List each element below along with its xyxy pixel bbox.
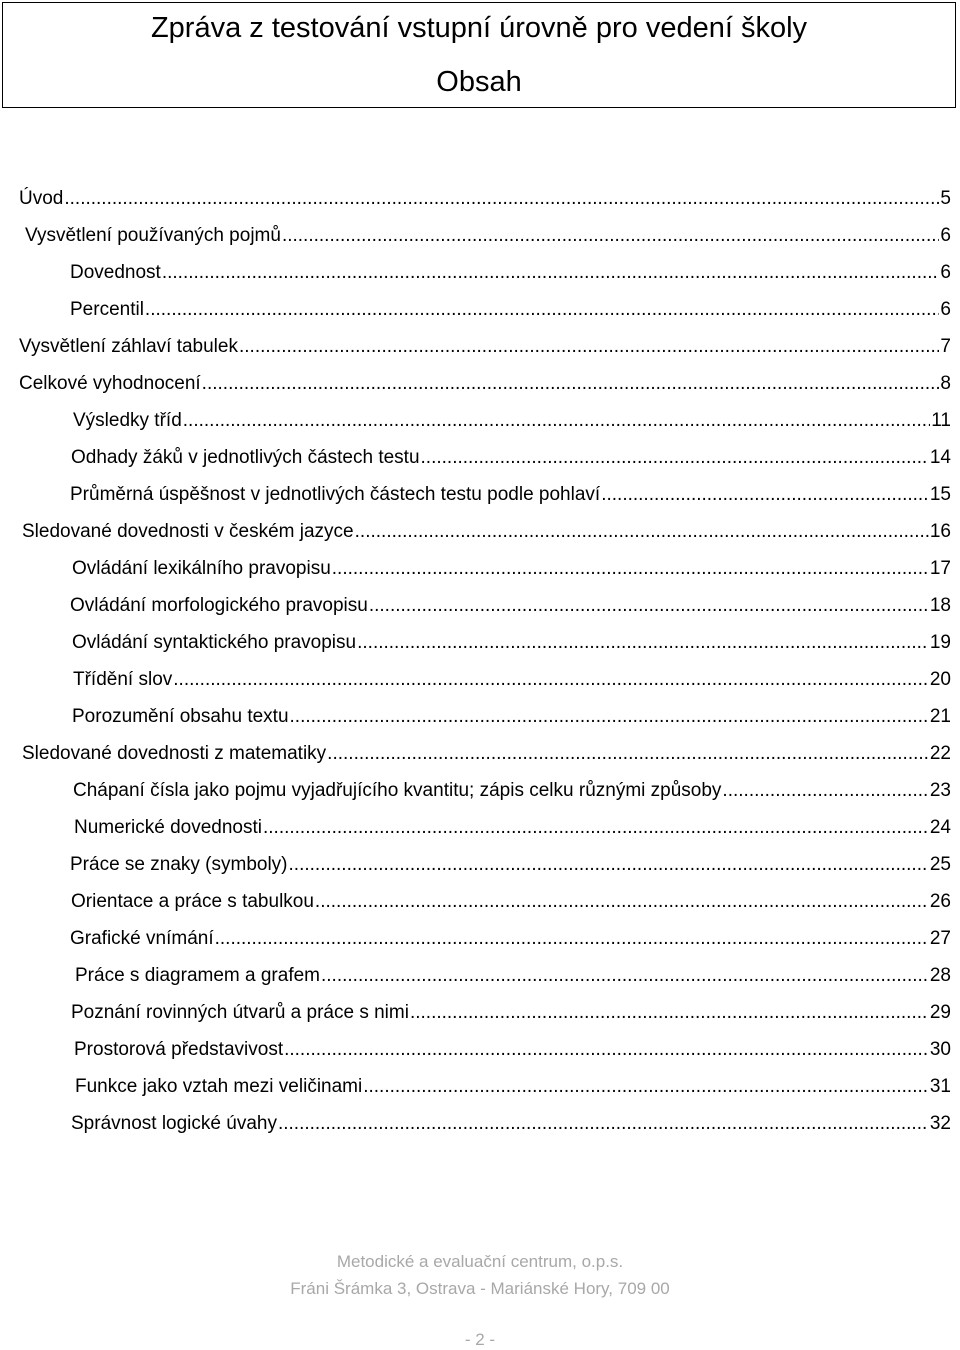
toc-entry-page: 6 <box>940 262 951 283</box>
toc-entry-label: Orientace a práce s tabulkou <box>71 891 314 912</box>
toc-leader-dots <box>321 960 929 992</box>
toc-entry-label: Poznání rovinných útvarů a práce s nimi <box>71 1002 409 1023</box>
toc-entry-label: Percentil <box>70 299 144 320</box>
toc-leader-dots <box>327 738 929 770</box>
toc-entry-label: Průměrná úspěšnost v jednotlivých částech testu podle pohlaví <box>70 484 601 505</box>
toc-heading: Obsah <box>436 66 522 98</box>
toc-entry[interactable] <box>0 294 960 326</box>
toc-leader-dots <box>369 590 929 622</box>
toc-entry-label: Ovládání syntaktického pravopisu <box>72 632 357 653</box>
toc-entry[interactable] <box>0 553 960 585</box>
toc-entry-label: Prostorová představivost <box>74 1039 284 1060</box>
toc-entry[interactable] <box>0 479 960 511</box>
toc-entry-page: 22 <box>929 743 951 764</box>
toc-entry-page: 25 <box>929 854 951 875</box>
toc-entry[interactable] <box>0 738 960 770</box>
toc-leader-dots <box>263 812 929 844</box>
toc-entry-label: Práce s diagramem a grafem <box>75 965 320 986</box>
toc-leader-dots <box>722 775 928 807</box>
toc-entry[interactable] <box>0 368 960 400</box>
toc-leader-dots <box>278 1108 929 1140</box>
toc-entry-label: Porozumění obsahu textu <box>72 706 289 727</box>
toc-entry[interactable] <box>0 701 960 733</box>
toc-entry[interactable] <box>0 627 960 659</box>
toc-entry-page: 20 <box>929 669 951 690</box>
toc-entry-label: Chápaní čísla jako pojmu vyjadřujícího kvantitu; zápis celku různými způsoby <box>73 780 722 801</box>
toc-leader-dots <box>289 849 929 881</box>
report-title: Zpráva z testování vstupní úrovně pro vedení školy <box>150 12 808 44</box>
toc-entry-page: 5 <box>940 188 951 209</box>
toc-entry-label: Sledované dovednosti z matematiky <box>22 743 327 764</box>
page-number: - 2 - <box>464 1330 496 1349</box>
toc-entry-label: Sledované dovednosti v českém jazyce <box>22 521 354 542</box>
toc-leader-dots <box>410 997 929 1029</box>
toc-entry-label: Práce se znaky (symboly) <box>70 854 288 875</box>
toc-entry-page: 32 <box>929 1113 951 1134</box>
toc-entry[interactable] <box>0 183 960 215</box>
toc-leader-dots <box>290 701 929 733</box>
toc-entry[interactable] <box>0 331 960 363</box>
report-header <box>2 2 956 108</box>
toc-leader-dots <box>332 553 929 585</box>
toc-entry[interactable] <box>0 664 960 696</box>
toc-entry[interactable] <box>0 812 960 844</box>
toc-entry-page: 19 <box>929 632 951 653</box>
toc-entry-label: Numerické dovednosti <box>74 817 262 838</box>
toc-entry-label: Funkce jako vztah mezi veličinami <box>75 1076 363 1097</box>
toc-leader-dots <box>421 442 929 474</box>
toc-entry-label: Vysvětlení používaných pojmů <box>25 225 281 246</box>
toc-entry-page: 17 <box>929 558 951 579</box>
toc-entry[interactable] <box>0 1034 960 1066</box>
toc-entry-page: 27 <box>929 928 951 949</box>
toc-leader-dots <box>284 1034 929 1066</box>
toc-entry-page: 24 <box>929 817 951 838</box>
toc-leader-dots <box>64 183 939 215</box>
toc-entry-label: Správnost logické úvahy <box>71 1113 277 1134</box>
toc-entry[interactable] <box>0 923 960 955</box>
toc-entry[interactable] <box>0 775 960 807</box>
toc-entry-page: 7 <box>940 336 951 357</box>
toc-entry[interactable] <box>0 997 960 1029</box>
toc-entry-page: 16 <box>929 521 951 542</box>
toc-entry-page: 11 <box>931 410 951 431</box>
toc-entry-page: 6 <box>940 299 951 320</box>
toc-entry[interactable] <box>0 849 960 881</box>
toc-leader-dots <box>183 405 931 437</box>
toc-entry-label: Výsledky tříd <box>73 410 182 431</box>
toc-entry-label: Grafické vnímání <box>70 928 214 949</box>
toc-leader-dots <box>162 257 940 289</box>
toc-entry-label: Třídění slov <box>73 669 173 690</box>
toc-entry-label: Ovládání lexikálního pravopisu <box>72 558 331 579</box>
toc-entry[interactable] <box>0 1108 960 1140</box>
toc-entry-label: Vysvětlení záhlaví tabulek <box>19 336 238 357</box>
footer-organization: Metodické a evaluační centrum, o.p.s. <box>336 1252 624 1271</box>
toc-entry-page: 28 <box>929 965 951 986</box>
toc-leader-dots <box>145 294 940 326</box>
toc-entry-page: 21 <box>929 706 951 727</box>
toc-leader-dots <box>601 479 929 511</box>
toc-entry-page: 6 <box>940 225 951 246</box>
toc-leader-dots <box>239 331 939 363</box>
toc-entry-label: Odhady žáků v jednotlivých částech testu <box>71 447 420 468</box>
toc-leader-dots <box>315 886 929 918</box>
toc-leader-dots <box>173 664 929 696</box>
toc-entry[interactable] <box>0 405 960 437</box>
toc-entry-page: 23 <box>929 780 951 801</box>
toc-leader-dots <box>202 368 940 400</box>
toc-entry-page: 18 <box>929 595 951 616</box>
toc-entry-page: 15 <box>929 484 951 505</box>
toc-entry-label: Úvod <box>19 188 64 209</box>
toc-entry[interactable] <box>0 220 960 252</box>
toc-entry[interactable] <box>0 960 960 992</box>
toc-entry-label: Dovednost <box>70 262 161 283</box>
toc-entry[interactable] <box>0 1071 960 1103</box>
footer-address: Fráni Šrámka 3, Ostrava - Mariánské Hory, 709 00 <box>290 1279 670 1298</box>
toc-leader-dots <box>363 1071 929 1103</box>
toc-leader-dots <box>215 923 929 955</box>
toc-leader-dots <box>357 627 929 659</box>
toc-entry-page: 8 <box>940 373 951 394</box>
toc-entry-label: Ovládání morfologického pravopisu <box>70 595 368 616</box>
toc-entry[interactable] <box>0 257 960 289</box>
toc-entry-page: 30 <box>929 1039 951 1060</box>
toc-entry-label: Celkové vyhodnocení <box>19 373 201 394</box>
toc-entry[interactable] <box>0 886 960 918</box>
toc-entry-page: 14 <box>929 447 951 468</box>
toc-entry-page: 29 <box>929 1002 951 1023</box>
toc-entry[interactable] <box>0 442 960 474</box>
toc-entry[interactable] <box>0 590 960 622</box>
toc-entry-page: 26 <box>929 891 951 912</box>
toc-leader-dots <box>282 220 939 252</box>
toc-entry[interactable] <box>0 516 960 548</box>
toc-entry-page: 31 <box>929 1076 951 1097</box>
toc-leader-dots <box>355 516 929 548</box>
